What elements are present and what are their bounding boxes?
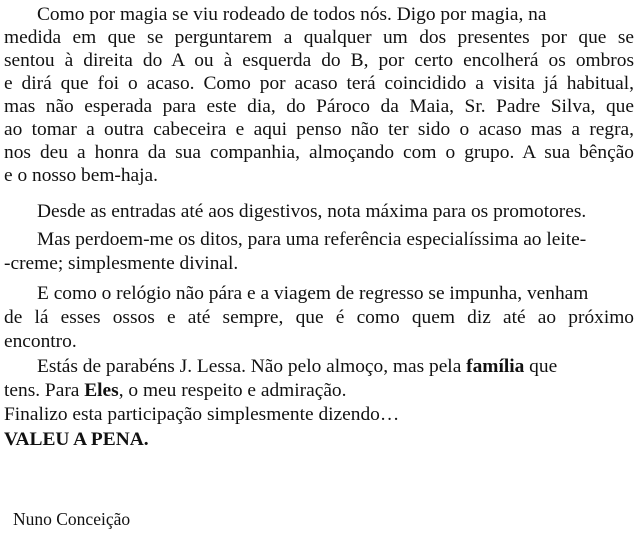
text-run: Estás de parabéns J. Lessa. Não pelo almoço, mas pela bbox=[37, 356, 467, 377]
text-line: sentou à direita do A ou à esquerda do B, por certo encolherá os ombros bbox=[4, 50, 634, 71]
text-line: ao tomar a outra cabeceira e aqui penso não ter sido o acaso mas a regra, bbox=[4, 119, 634, 140]
closing-statement: VALEU A PENA. bbox=[4, 429, 149, 450]
text-line: nos deu a honra da sua companhia, almoçando com o grupo. A sua bênção bbox=[4, 142, 634, 163]
text-line: medida em que se perguntarem a qualquer um dos presentes por que se bbox=[4, 27, 634, 48]
text-line: encontro. bbox=[4, 331, 77, 352]
text-run: que bbox=[524, 356, 558, 377]
text-run: tens. Para bbox=[4, 380, 85, 401]
text-line bbox=[4, 379, 346, 402]
bold-word-familia: família bbox=[466, 356, 525, 377]
text-line: Como por magia se viu rodeado de todos nós. Digo por magia, na bbox=[37, 4, 547, 25]
text-line: mas não esperada para este dia, do Pároco da Maia, Sr. Padre Silva, que bbox=[4, 96, 634, 117]
text-line bbox=[37, 355, 557, 378]
signature-name: Nuno Conceição bbox=[13, 509, 131, 529]
text-line: Mas perdoem-me os ditos, para uma referência especialíssima ao leite- bbox=[37, 229, 587, 250]
text-line: de lá esses ossos e até sempre, que é como quem diz até ao próximo bbox=[4, 307, 634, 328]
text-run: , o meu respeito e admiração. bbox=[118, 380, 347, 401]
text-line: Finalizo esta participação simplesmente dizendo… bbox=[4, 404, 400, 425]
text-line: e dirá que foi o acaso. Como por acaso terá coincidido a visita já habitual, bbox=[4, 73, 634, 94]
text-line: e o nosso bem-haja. bbox=[4, 165, 159, 186]
text-line: E como o relógio não pára e a viagem de regresso se impunha, venham bbox=[37, 283, 589, 304]
text-line: Desde as entradas até aos digestivos, nota máxima para os promotores. bbox=[37, 201, 587, 222]
text-line: -creme; simplesmente divinal. bbox=[4, 253, 239, 274]
bold-word-eles: Eles bbox=[84, 380, 119, 401]
